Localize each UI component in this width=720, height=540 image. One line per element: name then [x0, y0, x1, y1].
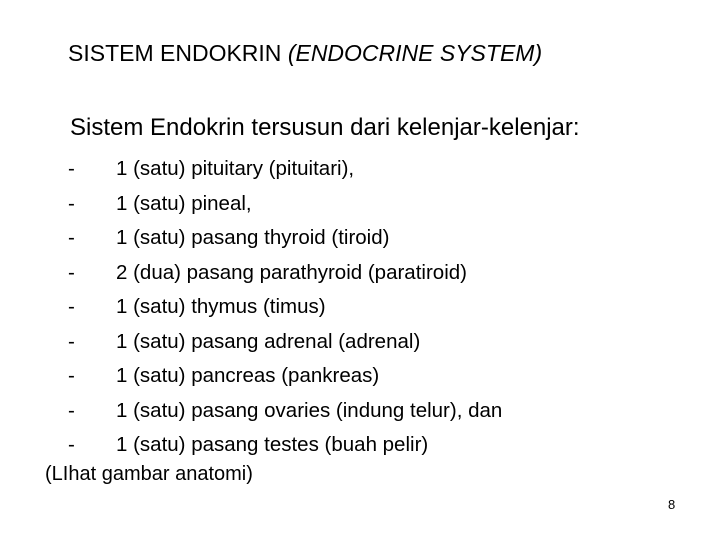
list-item-text: 1 (satu) pasang adrenal (adrenal) [116, 329, 421, 353]
bullet-dash: - [68, 260, 75, 284]
slide-title-english: (ENDOCRINE SYSTEM) [287, 40, 543, 66]
list-item [68, 256, 502, 291]
slide-title [68, 40, 542, 67]
list-item [68, 359, 502, 394]
list-item-text: 1 (satu) pituitary (pituitari), [116, 157, 355, 180]
list-item [68, 221, 502, 256]
page-number: 8 [668, 497, 676, 512]
bullet-dash: - [68, 329, 75, 353]
list-item [68, 325, 502, 360]
list-item [68, 428, 502, 463]
bullet-dash: - [68, 295, 75, 318]
anatomy-note: (LIhat gambar anatomi) [45, 463, 253, 485]
list-item [68, 290, 502, 325]
list-item-text: 2 (dua) pasang parathyroid (paratiroid) [116, 260, 467, 284]
bullet-dash: - [68, 191, 75, 215]
list-item-text: 1 (satu) pasang testes (buah pelir) [116, 433, 429, 456]
list-item-text: 1 (satu) thymus (timus) [116, 295, 326, 318]
gland-list [68, 152, 502, 463]
list-item-text: 1 (satu) pasang thyroid (tiroid) [116, 226, 390, 249]
bullet-dash: - [68, 157, 75, 180]
bullet-dash: - [68, 364, 75, 387]
bullet-dash: - [68, 226, 75, 249]
list-item-text: 1 (satu) pineal, [116, 191, 252, 215]
bullet-dash: - [68, 398, 75, 422]
list-item [68, 152, 502, 187]
slide-title-main: SISTEM ENDOKRIN [68, 40, 288, 66]
intro-text: Sistem Endokrin tersusun dari kelenjar-kelenjar: [70, 114, 580, 141]
bullet-dash: - [68, 433, 75, 456]
list-item-text: 1 (satu) pasang ovaries (indung telur), dan [116, 398, 503, 422]
list-item [68, 394, 502, 429]
list-item [68, 187, 502, 222]
list-item-text: 1 (satu) pancreas (pankreas) [116, 364, 380, 387]
